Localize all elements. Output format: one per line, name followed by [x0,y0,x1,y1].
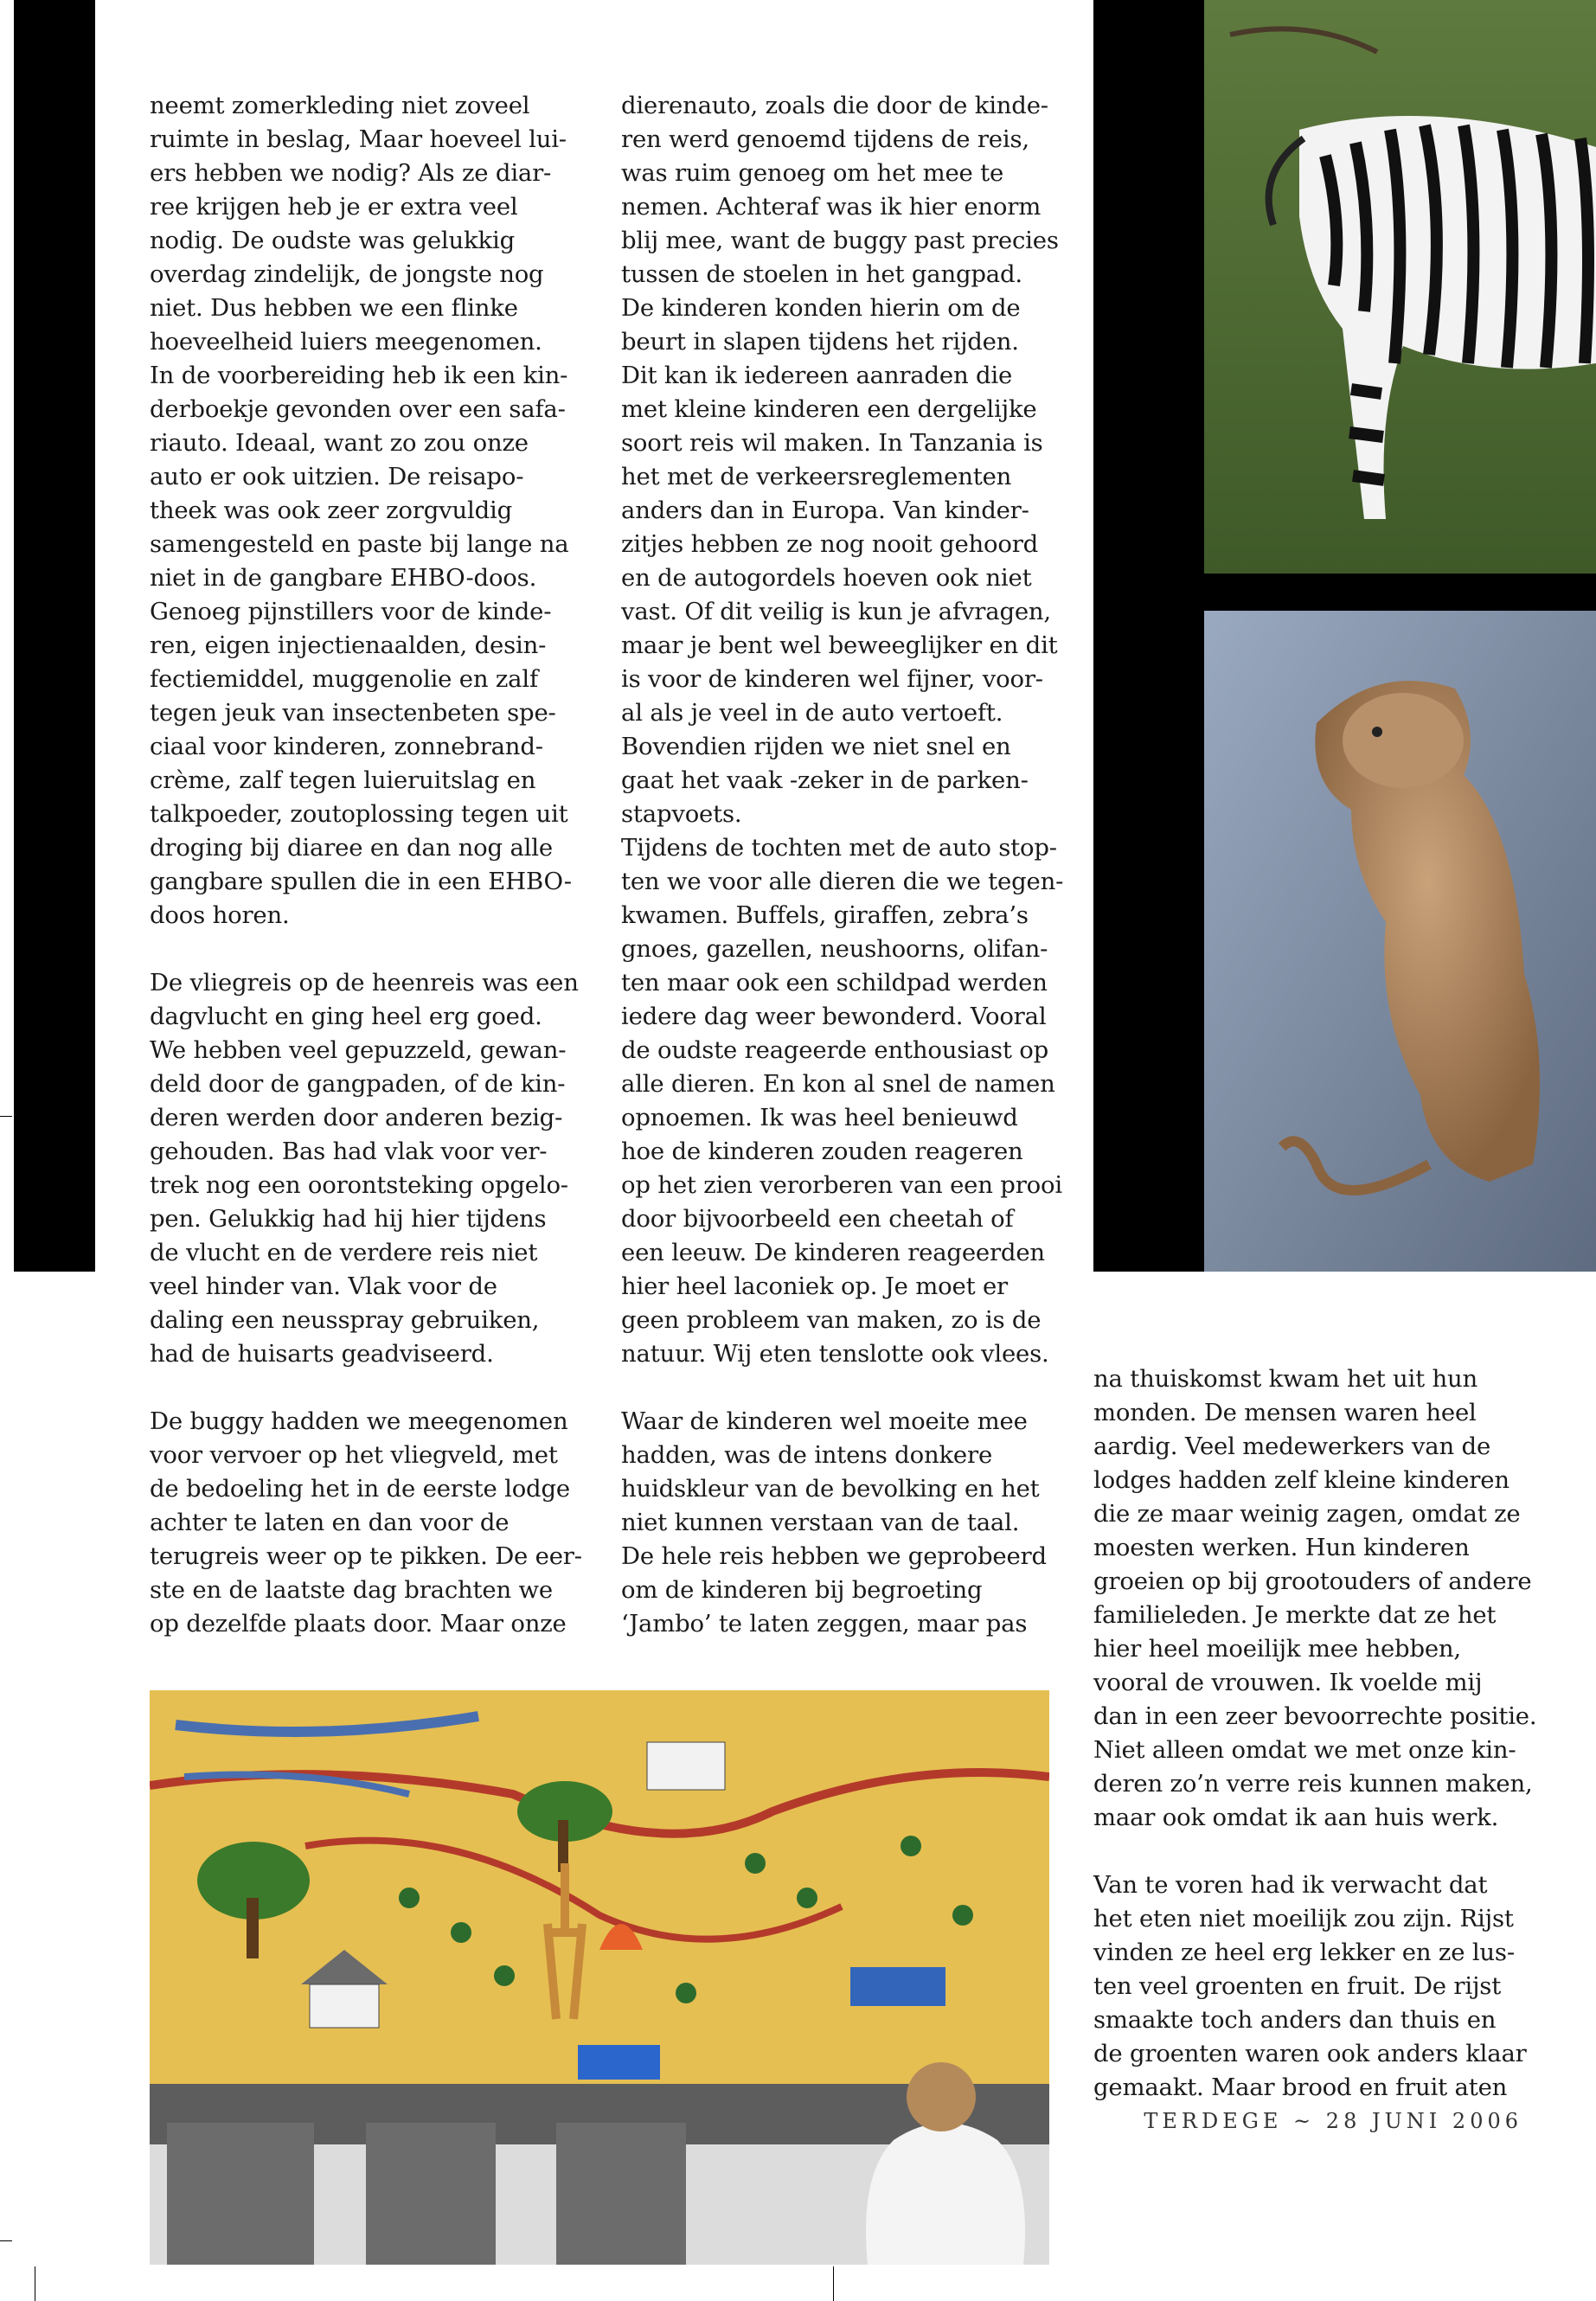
right-paragraph-1: na thuiskomst kwam het uit hun monden. De mensen waren heel aardig. Veel medewerkers van de lodges hadden zelf kleine kinderen die ze maar weinig zagen, omdat ze moesten werken. Hun kinderen groeien op bij grootouders of andere familieleden. Je merkte dat ze het hier heel moeilijk mee hebben, vooral de vrouwen. Ik voelde mij dan in een zeer bevoorrechte positie. Niet alleen omdat we met onze kin- deren zo’n verre reis kunnen maken, maar ook omdat ik aan huis werk. [1093,1365,1537,1831]
crop-mark [833,2266,834,2301]
crop-mark [0,1116,12,1117]
left-paragraph-2: De vliegreis op de heenreis was een dagvlucht en ging heel erg goed. We hebben veel gepuzzeld, gewan- deld door de gangpaden, of de kin- deren werden door anderen bezig- gehouden. Bas had vlak voor ver- trek nog een oorontsteking opgelo- pen. Gelukkig had hij hier tijdens de vlucht en de verdere reis niet veel hinder van. Vlak voor de daling een neusspray gebruiken, had de huisarts geadviseerd. [150,969,579,1368]
page-footer: TERDEGE ~ 28 JUNI 2006 [1144,2109,1522,2133]
zebra-photo [1204,0,1596,574]
left-paragraph-1: neemt zomerkleding niet zoveel ruimte in beslag, Maar hoeveel lui- ers hebben we nodig? Als ze diar- ree krijgen heb je er extra veel nodig. De oudste was gelukkig overdag zindelijk, de jongste nog niet. Dus hebben we een flinke hoeveelheid luiers meegenomen. In de voorbereiding heb ik een kin- derboekje gevonden over een safa- riauto. Ideaal, want zo zou onze auto er ook uitzien. De reisapo- theek was ook zeer zorgvuldig samengesteld en paste bij lange na niet in de gangbare EHBO-doos. Genoeg pijnstillers voor de kinde- ren, eigen injectienaalden, desin- fectiemiddel, muggenolie en zalf tegen jeuk van insectenbeten spe- ciaal voor kinderen, zonnebrand- crème, zalf tegen luieruitslag en talkpoeder, zoutoplossing tegen uit droging bij diaree en dan nog alle gangbare spullen die in een EHBO- doos horen. [150,92,572,929]
right-paragraph-2: Van te voren had ik verwacht dat het eten niet moeilijk zou zijn. Rijst vinden ze heel erg lekker en ze lus- ten veel groenten en fruit. De rijst smaakte toch anders dan thuis en de groenten waren ook anders klaar gemaakt. Maar brood en fruit aten [1093,1871,1527,2101]
text-column-middle [621,89,1071,1641]
left-black-bar [14,0,95,1272]
text-column-right [1093,1362,1561,2105]
middle-paragraph-1: dierenauto, zoals die door de kinde- ren werd genoemd tijdens de reis, was ruim genoeg om het mee te nemen. Achteraf was ik hier enorm blij mee, want de buggy past precies tussen de stoelen in het gangpad. De kinderen konden hierin om de beurt in slapen tijdens het rijden. Dit kan ik iedereen aanraden die met kleine kinderen een dergelijke soort reis wil maken. In Tanzania is het met de verkeersreglementen anders dan in Europa. Van kinder- zitjes hebben ze nog nooit gehoord en de autogordels hoeven ook niet vast. Of dit veilig is kun je afvragen, maar je bent wel beweeglijker en dit is voor de kinderen wel fijner, voor- al als je veel in de auto vertoeft. Bovendien rijden we niet snel en gaat het vaak -zeker in de parken- stapvoets. Tijdens de tochten met de auto stop- ten we voor alle dieren die we tegen- kwamen. Buffels, giraffen, zebra’s gnoes, gazellen, neushoorns, olifan- ten maar ook een schildpad werden iedere dag weer bewonderd. Vooral de oudste reageerde enthousiast op alle dieren. En kon al snel de namen opnoemen. Ik was heel benieuwd hoe de kinderen zouden reageren op het zien verorberen van een prooi door bijvoorbeeld een cheetah of een leeuw. De kinderen reageerden hier heel laconiek op. Je moet er geen probleem van maken, zo is de natuur. Wij eten tenslotte ook vlees. [621,92,1064,1368]
mural-photo [150,1690,1049,2265]
crop-mark [0,2240,12,2241]
left-paragraph-3: De buggy hadden we meegenomen voor vervoer op het vliegveld, met de bedoeling het in de eerste lodge achter te laten en dan voor de terugreis weer op te pikken. De eer- ste en de laatste dag brachten we op dezelfde plaats door. Maar onze [150,1407,582,1638]
middle-paragraph-2: Waar de kinderen wel moeite mee hadden, was de intens donkere huidskleur van de bevolking en het niet kunnen verstaan van de taal. De hele reis hebben we geprobeerd om de kinderen bij begroeting ‘Jambo’ te laten zeggen, maar pas [621,1407,1047,1638]
lioness-photo [1204,611,1596,1272]
text-column-left [150,89,582,1641]
